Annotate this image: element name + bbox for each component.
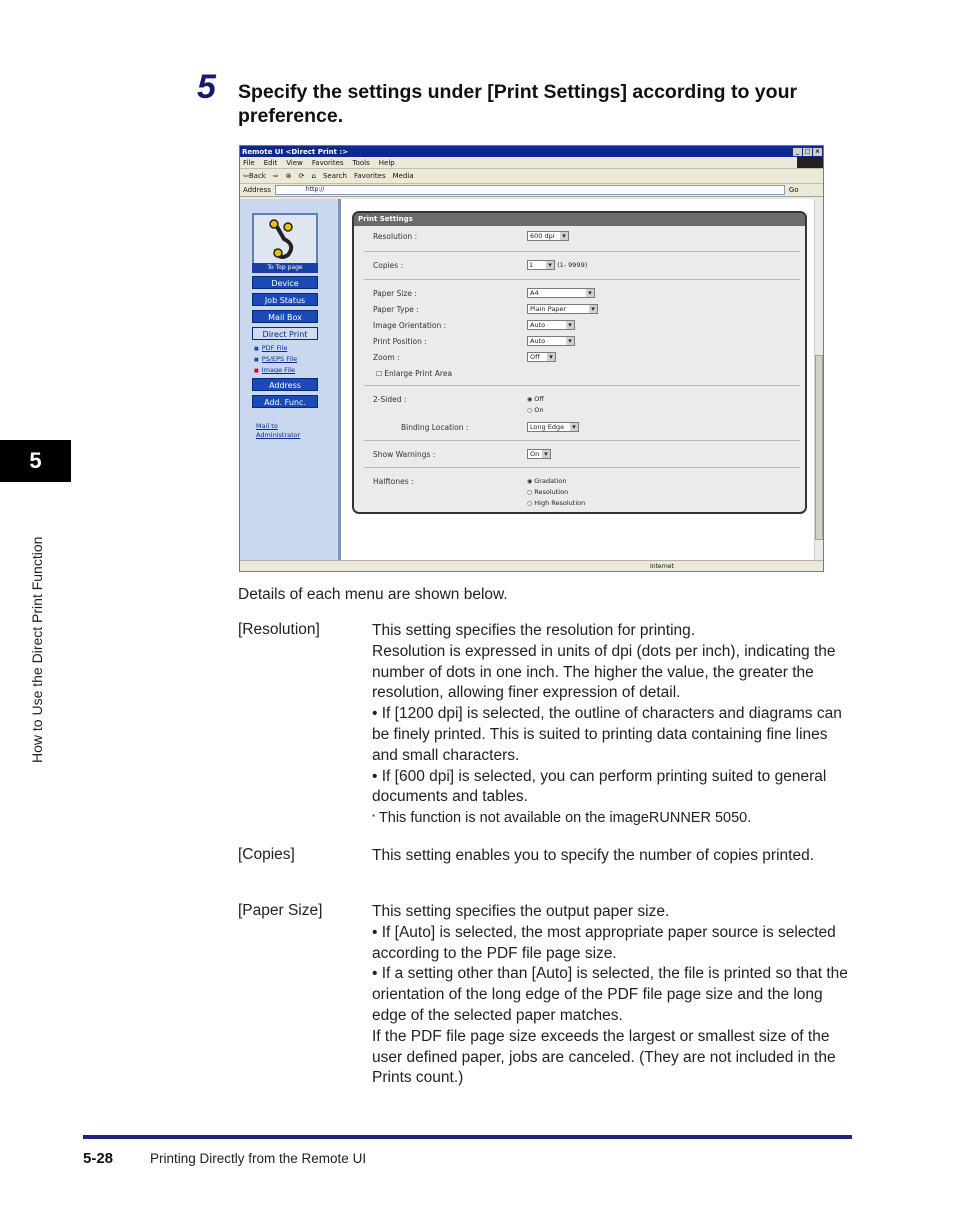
nav-image-file-link[interactable]: ■ Image File (254, 366, 295, 374)
paper-type-select[interactable]: Plain Paper ▾ (527, 304, 598, 314)
term-copies: [Copies] (238, 846, 295, 863)
halftones-resolution-radio[interactable]: ○ Resolution (527, 488, 568, 496)
paper-size-label: Paper Size : (373, 289, 417, 298)
desc-line: This setting specifies the resolution for printing. (372, 622, 696, 639)
stop-button[interactable]: ⊗ (285, 172, 292, 180)
resolution-label: Resolution : (373, 232, 418, 241)
browser-content (240, 199, 823, 560)
show-warnings-label: Show Warnings : (373, 450, 436, 459)
browser-title-bar (240, 146, 823, 157)
desc-line: This setting specifies the output paper size. (372, 903, 670, 920)
minimize-icon[interactable]: _ (793, 148, 802, 156)
scrollbar-thumb[interactable] (815, 355, 823, 540)
forward-button[interactable]: ⇨ (272, 172, 279, 180)
menu-file[interactable]: File (243, 158, 255, 167)
desc-line: If the PDF file page size exceeds the largest or smallest size of the user defined paper, jobs are canceled. (They are not included in the Prints count.) (372, 1027, 836, 1087)
browser-screenshot (239, 145, 824, 572)
print-settings-header: Print Settings (354, 213, 805, 226)
desc-line: • If [Auto] is selected, the most appropriate paper source is selected according to the PDF file page size. (372, 923, 836, 962)
menu-help[interactable]: Help (378, 158, 395, 167)
page-number: 5-28 (83, 1150, 114, 1167)
refresh-button[interactable]: ⟳ (298, 172, 305, 180)
favorites-button[interactable]: Favorites (354, 172, 386, 180)
binding-location-select[interactable]: Long Edge ▾ (527, 422, 579, 432)
back-button[interactable]: ⇦Back (243, 172, 266, 180)
show-warnings-select[interactable]: On ▾ (527, 449, 551, 459)
nav-job-status-button[interactable]: Job Status (252, 293, 318, 306)
separator (364, 440, 800, 441)
zoom-select[interactable]: Off ▾ (527, 352, 556, 362)
browser-toolbar (240, 169, 823, 184)
intro-text: Details of each menu are shown below. (238, 586, 508, 603)
desc-line: This setting enables you to specify the number of copies printed. (372, 847, 814, 864)
nav-add-func-button[interactable]: Add. Func. (252, 395, 318, 408)
image-orientation-select[interactable]: Auto ▾ (527, 320, 575, 330)
address-bar (240, 184, 823, 197)
remote-ui-logo-icon[interactable] (252, 213, 318, 270)
windows-logo-icon (797, 157, 823, 168)
media-button[interactable]: Media (392, 172, 414, 180)
image-orientation-label: Image Orientation : (373, 321, 447, 330)
address-label: Address (243, 186, 271, 194)
maximize-icon[interactable]: □ (804, 147, 811, 155)
separator (364, 467, 800, 468)
footnote-text: This function is not available on the imageRUNNER 5050. (378, 810, 752, 827)
mail-link-line-2: Administrator (256, 431, 301, 439)
desc-line: • If [600 dpi] is selected, you can perform printing suited to general documents and tables. (372, 767, 827, 806)
zoom-label: Zoom : (373, 353, 400, 362)
internet-zone-label: Internet (650, 563, 674, 570)
vertical-scrollbar[interactable] (814, 199, 823, 560)
nav-address-button[interactable]: Address (252, 378, 318, 391)
halftones-gradation-radio[interactable]: ◉ Gradation (527, 477, 567, 485)
address-input[interactable]: http:// (275, 185, 785, 195)
to-top-page-button[interactable]: To Top page (252, 263, 318, 273)
enlarge-print-area-checkbox[interactable]: ☐ Enlarge Print Area (376, 369, 452, 378)
browser-title: Remote UI <Direct Print :> (242, 147, 349, 156)
menu-edit[interactable]: Edit (263, 158, 278, 167)
copies-input[interactable]: 1 ▾ (527, 260, 555, 270)
separator (364, 279, 800, 280)
mail-to-admin-link[interactable] (256, 422, 300, 440)
term-paper-size: [Paper Size] (238, 902, 323, 919)
left-nav-frame (240, 199, 341, 560)
paper-size-select[interactable]: A4 ▾ (527, 288, 595, 298)
footer-rule (83, 1135, 852, 1139)
nav-mail-box-button[interactable]: Mail Box (252, 310, 318, 323)
separator (364, 385, 800, 386)
two-sided-on-radio[interactable]: ○ On (527, 406, 544, 414)
binding-location-label: Binding Location : (401, 423, 469, 432)
main-frame (344, 199, 814, 560)
term-resolution: [Resolution] (238, 621, 320, 638)
browser-menu-bar (240, 157, 823, 169)
desc-line: • If a setting other than [Auto] is selected, the file is printed so that the orientation of the long edge of the PDF file page size and the long edge of the selected paper matches. (372, 965, 848, 1024)
chapter-tab: 5 (0, 440, 71, 482)
mail-link-line-1: Mail to (256, 422, 278, 430)
footnote (372, 808, 852, 829)
print-position-label: Print Position : (373, 337, 427, 346)
footer-title: Printing Directly from the Remote UI (150, 1151, 367, 1166)
step-number: 5 (197, 68, 216, 106)
halftones-label: Halftones : (373, 477, 414, 486)
chapter-side-title: How to Use the Direct Print Function (29, 536, 45, 763)
halftones-high-resolution-radio[interactable]: ○ High Resolution (527, 499, 585, 507)
search-button[interactable]: Search (322, 172, 347, 180)
menu-view[interactable]: View (286, 158, 303, 167)
menu-favorites[interactable]: Favorites (311, 158, 344, 167)
home-button[interactable]: ⌂ (311, 172, 316, 180)
two-sided-off-radio[interactable]: ◉ Off (527, 395, 544, 403)
footnote-mark: * (372, 813, 376, 823)
desc-paper-size (372, 902, 852, 1089)
nav-ps-eps-file-link[interactable]: ■ PS/EPS File (254, 355, 297, 363)
paper-type-label: Paper Type : (373, 305, 419, 314)
menu-tools[interactable]: Tools (352, 158, 370, 167)
desc-copies (372, 846, 852, 867)
print-settings-panel (352, 211, 807, 514)
separator (364, 251, 800, 252)
resolution-select[interactable]: 600 dpi ▾ (527, 231, 569, 241)
close-icon[interactable]: × (814, 147, 821, 155)
step-instruction: Specify the settings under [Print Settings] according to your preference. (238, 81, 798, 127)
desc-resolution (372, 621, 852, 829)
desc-line: Resolution is expressed in units of dpi (dots per inch), indicating the number of dots in one inch. The higher the value, the greater the resolution, allowing finer expression of detail. (372, 642, 836, 702)
go-button[interactable]: Go (788, 186, 799, 194)
two-sided-label: 2-Sided : (373, 395, 407, 404)
nav-pdf-file-link[interactable]: ■ PDF File (254, 344, 287, 352)
nav-direct-print-button[interactable]: Direct Print (252, 327, 318, 340)
copies-range: (1- 9999) (557, 261, 588, 269)
browser-status-bar (240, 560, 823, 572)
copies-label: Copies : (373, 261, 404, 270)
nav-device-button[interactable]: Device (252, 276, 318, 289)
desc-line: • If [1200 dpi] is selected, the outline of characters and diagrams can be finely printed. This is suited to printing data containing fine lines and small characters. (372, 705, 842, 764)
print-position-select[interactable]: Auto ▾ (527, 336, 575, 346)
